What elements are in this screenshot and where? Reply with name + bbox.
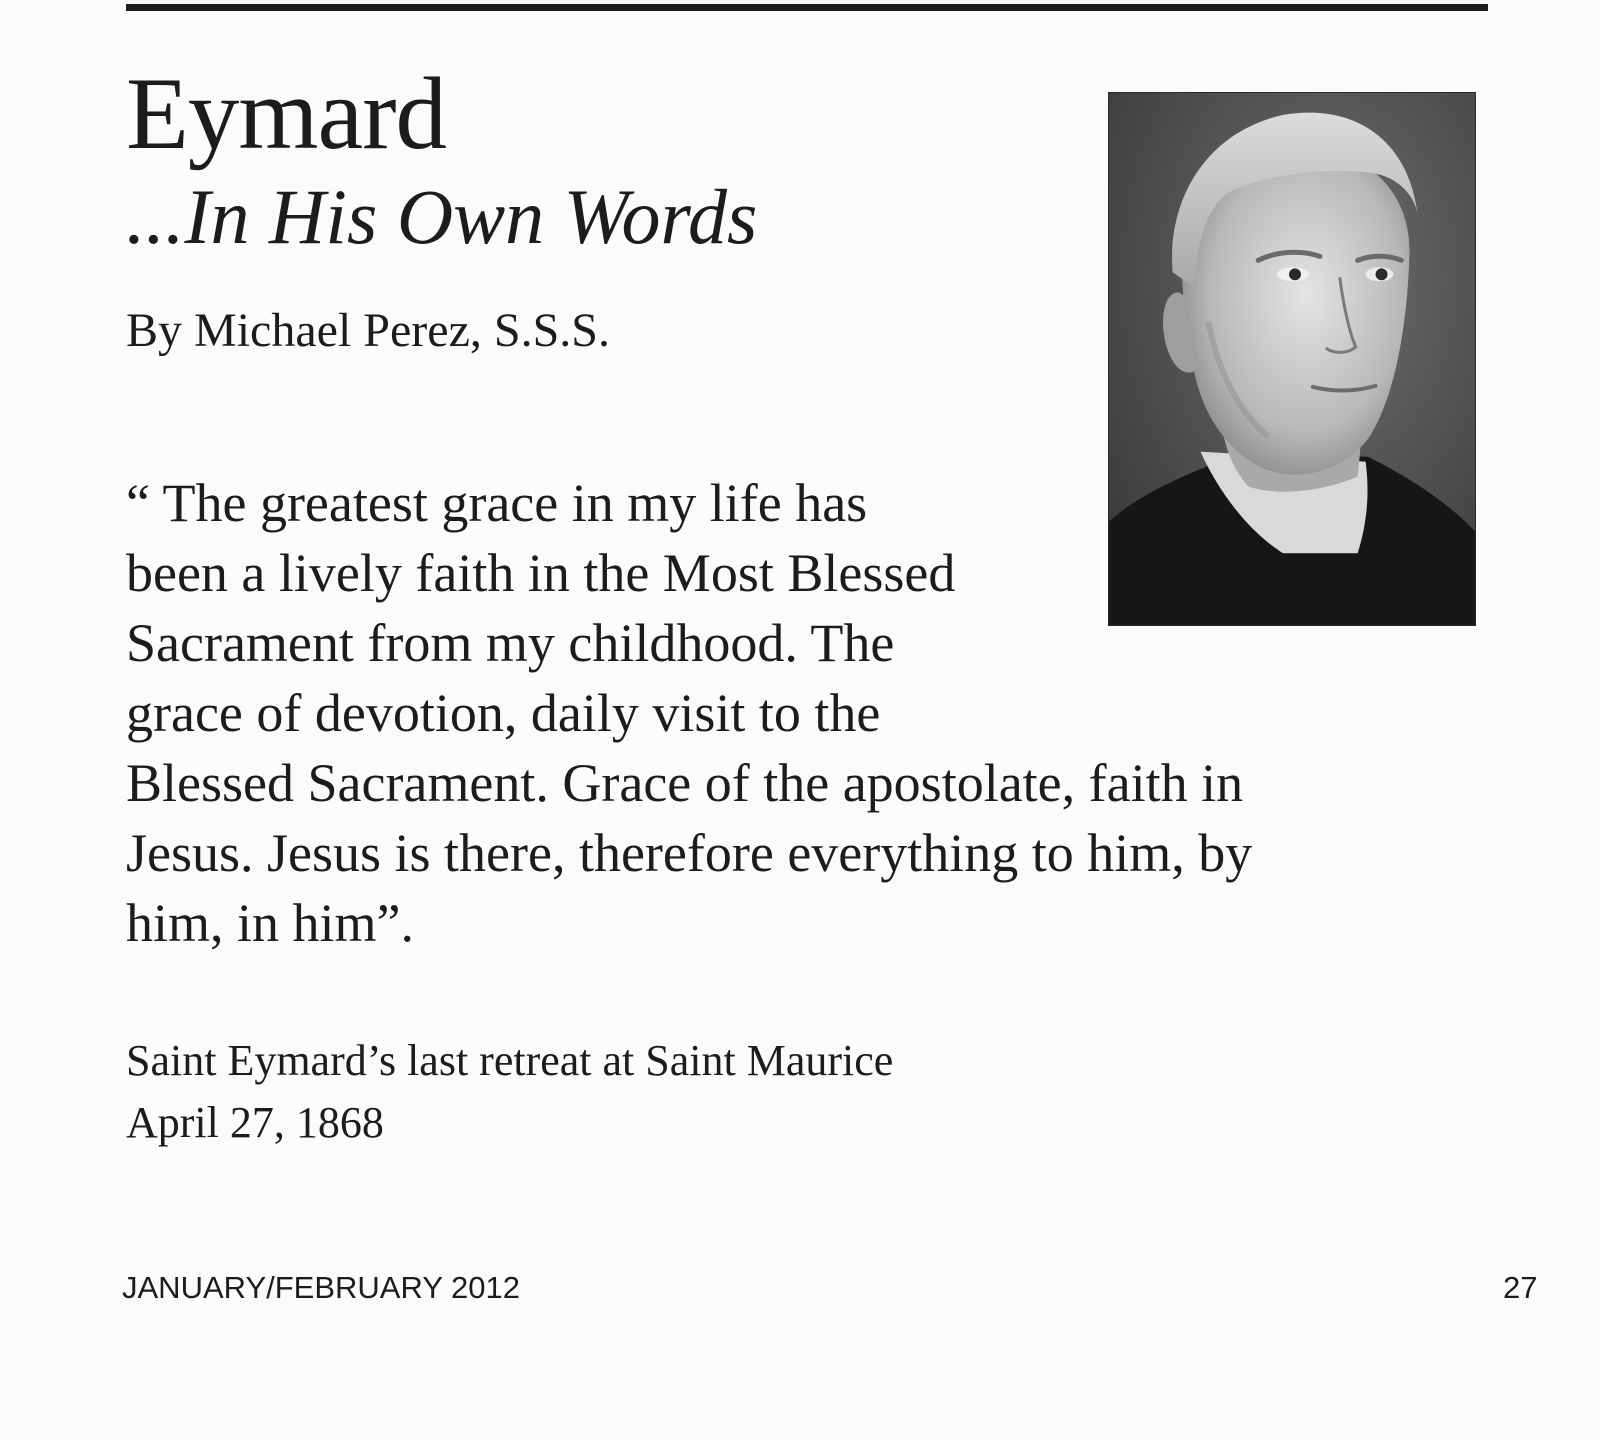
article-byline: By Michael Perez, S.S.S. [126, 304, 610, 357]
quote-line: “ The greatest grace in my life has [126, 473, 868, 533]
quote-line: Sacrament from my childhood. The [126, 613, 895, 673]
quote-line: Blessed Sacrament. Grace of the apostolate, faith in [126, 753, 1244, 813]
article-subtitle: ...In His Own Words [126, 173, 758, 260]
quote-source [126, 1030, 893, 1154]
page-number: 27 [1503, 1270, 1538, 1305]
quote-line: been a lively faith in the Most Blessed [126, 543, 956, 603]
quote-line: him, in him”. [126, 893, 414, 953]
top-rule [126, 4, 1488, 11]
issue-date: JANUARY/FEBRUARY 2012 [122, 1270, 521, 1305]
quote-line: Jesus. Jesus is there, therefore everything to him, by [126, 823, 1253, 883]
source-event: Saint Eymard’s last retreat at Saint Maurice [126, 1036, 894, 1085]
article-title: Eymard [126, 57, 447, 171]
quote-block [126, 468, 1406, 958]
source-date: April 27, 1868 [126, 1098, 384, 1147]
quote-line: grace of devotion, daily visit to the [126, 683, 881, 743]
